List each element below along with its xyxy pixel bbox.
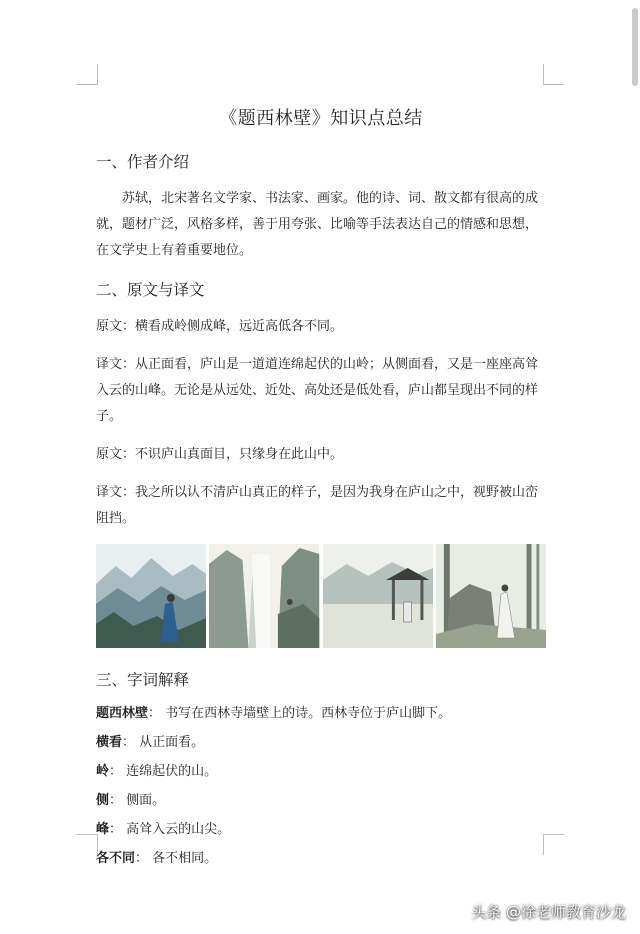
glossary-definition: ： 高耸入云的山尖。 (109, 822, 231, 837)
glossary-item (96, 704, 546, 724)
translation-line-1: 译文：从正面看，庐山是一道道连绵起伏的山岭；从侧面看，又是一座座高耸入云的山峰。无论是从远处、近处、高处还是低处看，庐山都呈现出不同的样子。 (96, 357, 539, 424)
section-heading-text: 二、原文与译文 (96, 281, 205, 299)
glossary-term: 横看 (96, 735, 123, 750)
forest-rock-painting (436, 544, 546, 648)
glossary-term: 各不同 (96, 851, 136, 866)
section-heading-author: 一、作者介绍 (96, 153, 190, 171)
author-intro-paragraph: 苏轼，北宋著名文学家、书法家、画家。他的诗、词、散文都有很高的成就，题材广泛，风格多样，善于用夸张、比喻等手法表达自己的情感和思想，在文学史上有着重要地位。 (96, 191, 539, 258)
glossary-definition: ： 从正面看。 (122, 735, 205, 750)
page-corner-mark (77, 64, 98, 85)
document-body (96, 98, 546, 878)
original-line-2: 原文：不识庐山真面目，只缘身在此山中。 (96, 447, 344, 462)
page-title: 《题西林壁》知识点总结 (219, 108, 423, 129)
watermark: 头条 @徐老师教育沙龙 (471, 903, 626, 921)
pavilion-painting (323, 544, 433, 648)
glossary-definition: ： 连绵起伏的山。 (109, 764, 218, 779)
scholar-mountain-painting (96, 544, 206, 648)
glossary-term: 题西林壁 (96, 706, 149, 721)
glossary-item (96, 791, 546, 811)
scrollbar[interactable] (632, 8, 638, 86)
page-corner-mark (543, 834, 564, 855)
glossary-term: 峰 (96, 822, 110, 837)
glossary-term: 侧 (96, 793, 110, 808)
glossary-item (96, 762, 546, 782)
glossary-item (96, 849, 546, 869)
section-heading-glossary: 三、字词解释 (96, 671, 190, 689)
glossary-definition: ： 各不相同。 (135, 851, 218, 866)
original-line-1: 原文：横看成岭侧成峰，远近高低各不同。 (96, 319, 344, 334)
page-corner-mark (543, 64, 564, 85)
page-corner-mark (77, 834, 98, 855)
translation-line-2: 译文：我之所以认不清庐山真正的样子，是因为我身在庐山之中，视野被山峦阻挡。 (96, 485, 539, 526)
waterfall-painting (209, 544, 319, 648)
glossary-definition: ： 侧面。 (109, 793, 166, 808)
glossary-item (96, 733, 546, 753)
glossary-item (96, 820, 546, 840)
glossary-term: 岭 (96, 764, 110, 779)
illustration-gallery (96, 544, 546, 648)
glossary-definition: ： 书写在西林寺墙壁上的诗。西林寺位于庐山脚下。 (148, 706, 452, 721)
